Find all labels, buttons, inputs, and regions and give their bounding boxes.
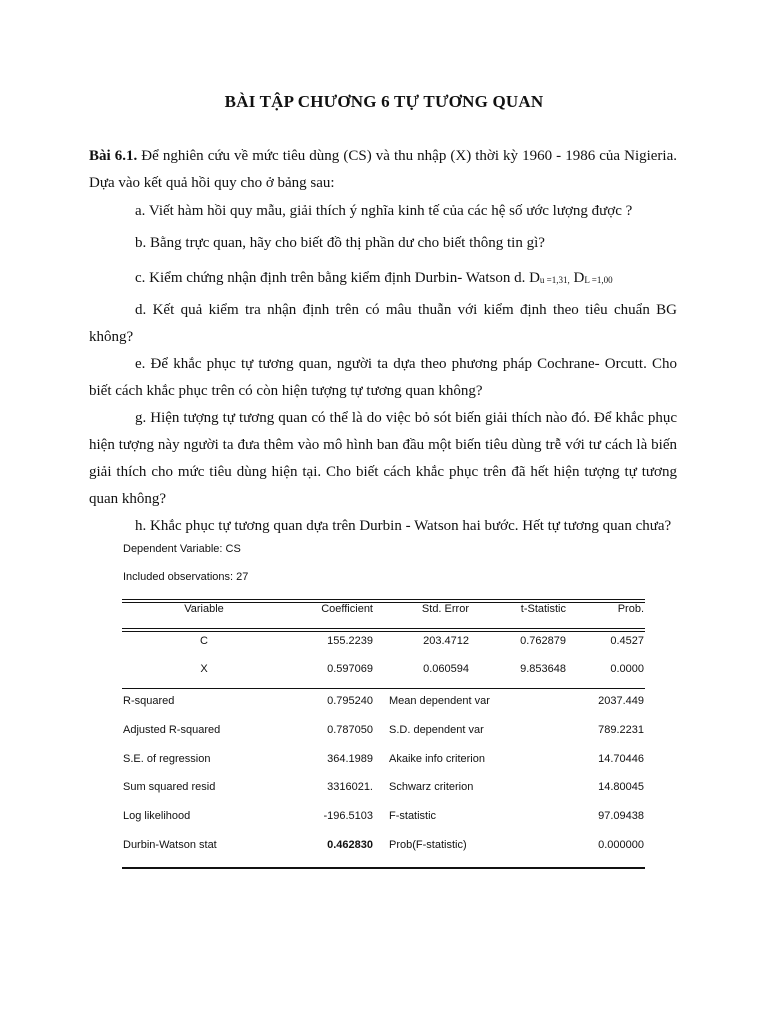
question-b: b. Bằng trực quan, hãy cho biết đồ thị phần dư cho biết thông tin gì?	[135, 235, 545, 251]
coef-row-prob: 0.0000	[610, 663, 644, 675]
stat-value-right: 2037.449	[598, 695, 644, 707]
stat-label: Adjusted R-squared	[123, 724, 221, 736]
question-c-text: c. Kiểm chứng nhận định trên bằng kiểm định Durbin- Watson d. D	[135, 270, 540, 286]
stat-label: S.E. of regression	[123, 753, 211, 765]
table-bottom-rule	[122, 867, 645, 869]
stat-label-right: F-statistic	[389, 810, 437, 822]
header-variable: Variable	[184, 603, 224, 615]
question-g: g. Hiện tượng tự tương quan có thể là do việc bỏ sót biến giải thích nào đó. Để khắc phục hiện tượng này người ta đưa thêm vào mô hình ban đầu một biến tiêu dùng trễ với tư cách là biến giải thích cho mức tiêu dùng hiện tại. Cho biết cách khắc phục trên đã hết hiện tượng tự tương quan không?	[89, 410, 677, 507]
stat-value-right: 97.09438	[598, 810, 644, 822]
stat-value: -196.5103	[323, 810, 373, 822]
du-subscript: u =1,31,	[539, 275, 570, 285]
coef-row-t-statistic: 9.853648	[520, 663, 566, 675]
stats-rule	[122, 688, 645, 689]
question-c	[135, 265, 613, 294]
exercise-label: Bài 6.1.	[89, 148, 138, 164]
coef-row-std-error: 203.4712	[423, 635, 469, 647]
stat-label-right: Mean dependent var	[389, 695, 490, 707]
stat-label: Sum squared resid	[123, 781, 216, 793]
coef-row-t-statistic: 0.762879	[520, 635, 566, 647]
durbin-watson-value: 0.462830	[327, 839, 373, 851]
question-e: e. Để khắc phục tự tương quan, người ta dựa theo phương pháp Cochrane- Orcutt. Cho biết cách khắc phục trên có còn hiện tượng tự tương quan không?	[89, 356, 677, 399]
header-prob: Prob.	[617, 603, 644, 615]
dependent-variable: Dependent Variable: CS	[123, 543, 241, 555]
dl-subscript: L =1,00	[584, 275, 613, 285]
stat-value: 3316021.	[327, 781, 373, 793]
stat-label: Durbin-Watson stat	[123, 839, 217, 851]
page-title: BÀI TẬP CHƯƠNG 6 TỰ TƯƠNG QUAN	[224, 92, 544, 111]
stat-value-right: 0.000000	[598, 839, 644, 851]
coef-row-variable: C	[200, 635, 208, 647]
coef-row-prob: 0.4527	[610, 635, 644, 647]
header-rule-2	[122, 631, 645, 632]
coef-row-variable: X	[200, 663, 208, 675]
stat-label-right: Schwarz criterion	[389, 781, 474, 793]
stat-value-right: 14.80045	[598, 781, 644, 793]
header-t-statistic: t-Statistic	[520, 603, 566, 615]
table-top-rule	[122, 599, 645, 600]
stat-label-right: Prob(F-statistic)	[389, 839, 467, 851]
stat-label: Log likelihood	[123, 810, 191, 822]
stat-label-right: Akaike info criterion	[389, 753, 485, 765]
question-a: a. Viết hàm hồi quy mẫu, giải thích ý nghĩa kinh tế của các hệ số ước lượng được ?	[135, 203, 633, 219]
header-coefficient: Coefficient	[321, 603, 373, 615]
question-c-mid: D	[569, 270, 585, 286]
coef-row-std-error: 0.060594	[423, 663, 469, 675]
coef-row-coefficient: 0.597069	[327, 663, 373, 675]
stat-value-right: 14.70446	[598, 753, 644, 765]
stat-value: 0.787050	[327, 724, 373, 736]
exercise-intro-text: Để nghiên cứu về mức tiêu dùng (CS) và thu nhập (X) thời kỳ 1960 - 1986 của Nigieria. Dựa vào kết quả hồi quy cho ở bảng sau:	[89, 148, 678, 191]
stat-value: 364.1989	[327, 753, 373, 765]
header-std-error: Std. Error	[421, 603, 469, 615]
included-observations: Included observations: 27	[123, 571, 249, 583]
question-h: h. Khắc phục tự tương quan dựa trên Durbin - Watson hai bước. Hết tự tương quan chưa?	[135, 518, 672, 534]
stat-value-right: 789.2231	[598, 724, 644, 736]
stat-value: 0.795240	[327, 695, 373, 707]
stat-label: R-squared	[123, 695, 175, 707]
question-d: d. Kết quả kiểm tra nhận định trên có mâu thuẫn với kiểm định theo tiêu chuẩn BG không?	[89, 302, 677, 345]
stat-label-right: S.D. dependent var	[389, 724, 484, 736]
coef-row-coefficient: 155.2239	[327, 635, 373, 647]
exercise-intro	[89, 143, 677, 197]
header-rule	[122, 628, 645, 629]
